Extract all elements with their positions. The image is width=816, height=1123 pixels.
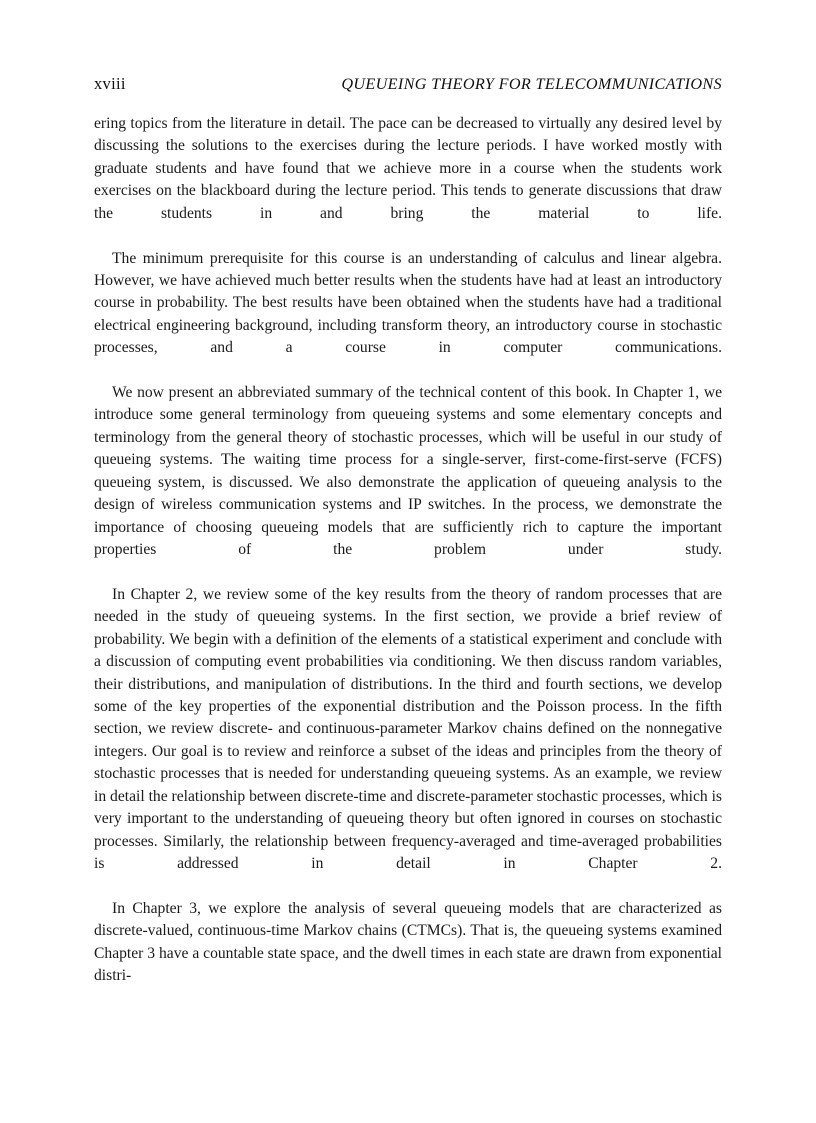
body-paragraph: We now present an abbreviated summary of the technical content of this book. In Chapter 1, we introduce some general terminology from queueing systems and some elementary concepts and terminology from the general theory of stochastic processes, which will be useful in our study of queueing systems. The waiting time process for a single-server, first-come-first-serve (FCFS) queueing system, is discussed. We also demonstrate the application of queueing analysis to the design of wireless communication systems and IP switches. In the process, we demonstrate the importance of choosing queueing models that are sufficiently rich to capture the important properties of the problem under study.: [94, 384, 722, 559]
body-paragraph: In Chapter 3, we explore the analysis of several queueing models that are characterized as discrete-valued, continuous-time Markov chains (CTMCs). That is, the queueing systems examined Chapter 3 have a countable state space, and the dwell times in each state are drawn from exponential distri-: [94, 899, 722, 985]
page-folio-number: xviii: [94, 74, 126, 93]
body-text-block: [94, 113, 722, 1010]
running-header: [94, 74, 722, 96]
body-paragraph: ering topics from the literature in detail. The pace can be decreased to virtually any desired level by discussing the solutions to the exercises during the lecture periods. I have worked mostly with graduate students and have found that we achieve more in a course when the students work exercises on the blackboard during the lecture period. This tends to generate discussions that draw the students in and bring the material to life.: [94, 115, 722, 222]
body-paragraph: In Chapter 2, we review some of the key results from the theory of random processes that are needed in the study of queueing systems. In the first section, we provide a brief review of probability. We begin with a definition of the elements of a statistical experiment and conclude with a discussion of computing event probabilities via conditioning. We then discuss random variables, their distributions, and manipulation of distributions. In the third and fourth sections, we develop some of the key properties of the exponential distribution and the Poisson process. In the fifth section, we review discrete- and continuous-parameter Markov chains defined on the nonnegative integers. Our goal is to review and reinforce a subset of the ideas and principles from the theory of stochastic processes that is needed for understanding queueing systems. As an example, we review in detail the relationship between discrete-time and discrete-parameter stochastic processes, which is very important to the understanding of queueing theory but often ignored in courses on stochastic processes. Similarly, the relationship between frequency-averaged and time-averaged probabilities is addressed in detail in Chapter 2.: [94, 585, 722, 872]
running-head-title: QUEUEING THEORY FOR TELECOMMUNICATIONS: [341, 75, 722, 93]
body-paragraph: The minimum prerequisite for this course is an understanding of calculus and linear algebra. However, we have achieved much better results when the students have had at least an introductory course in probability. The best results have been obtained when the students have had a traditional electrical engineering background, including transform theory, an introductory course in stochastic processes, and a course in computer communications.: [94, 249, 722, 357]
